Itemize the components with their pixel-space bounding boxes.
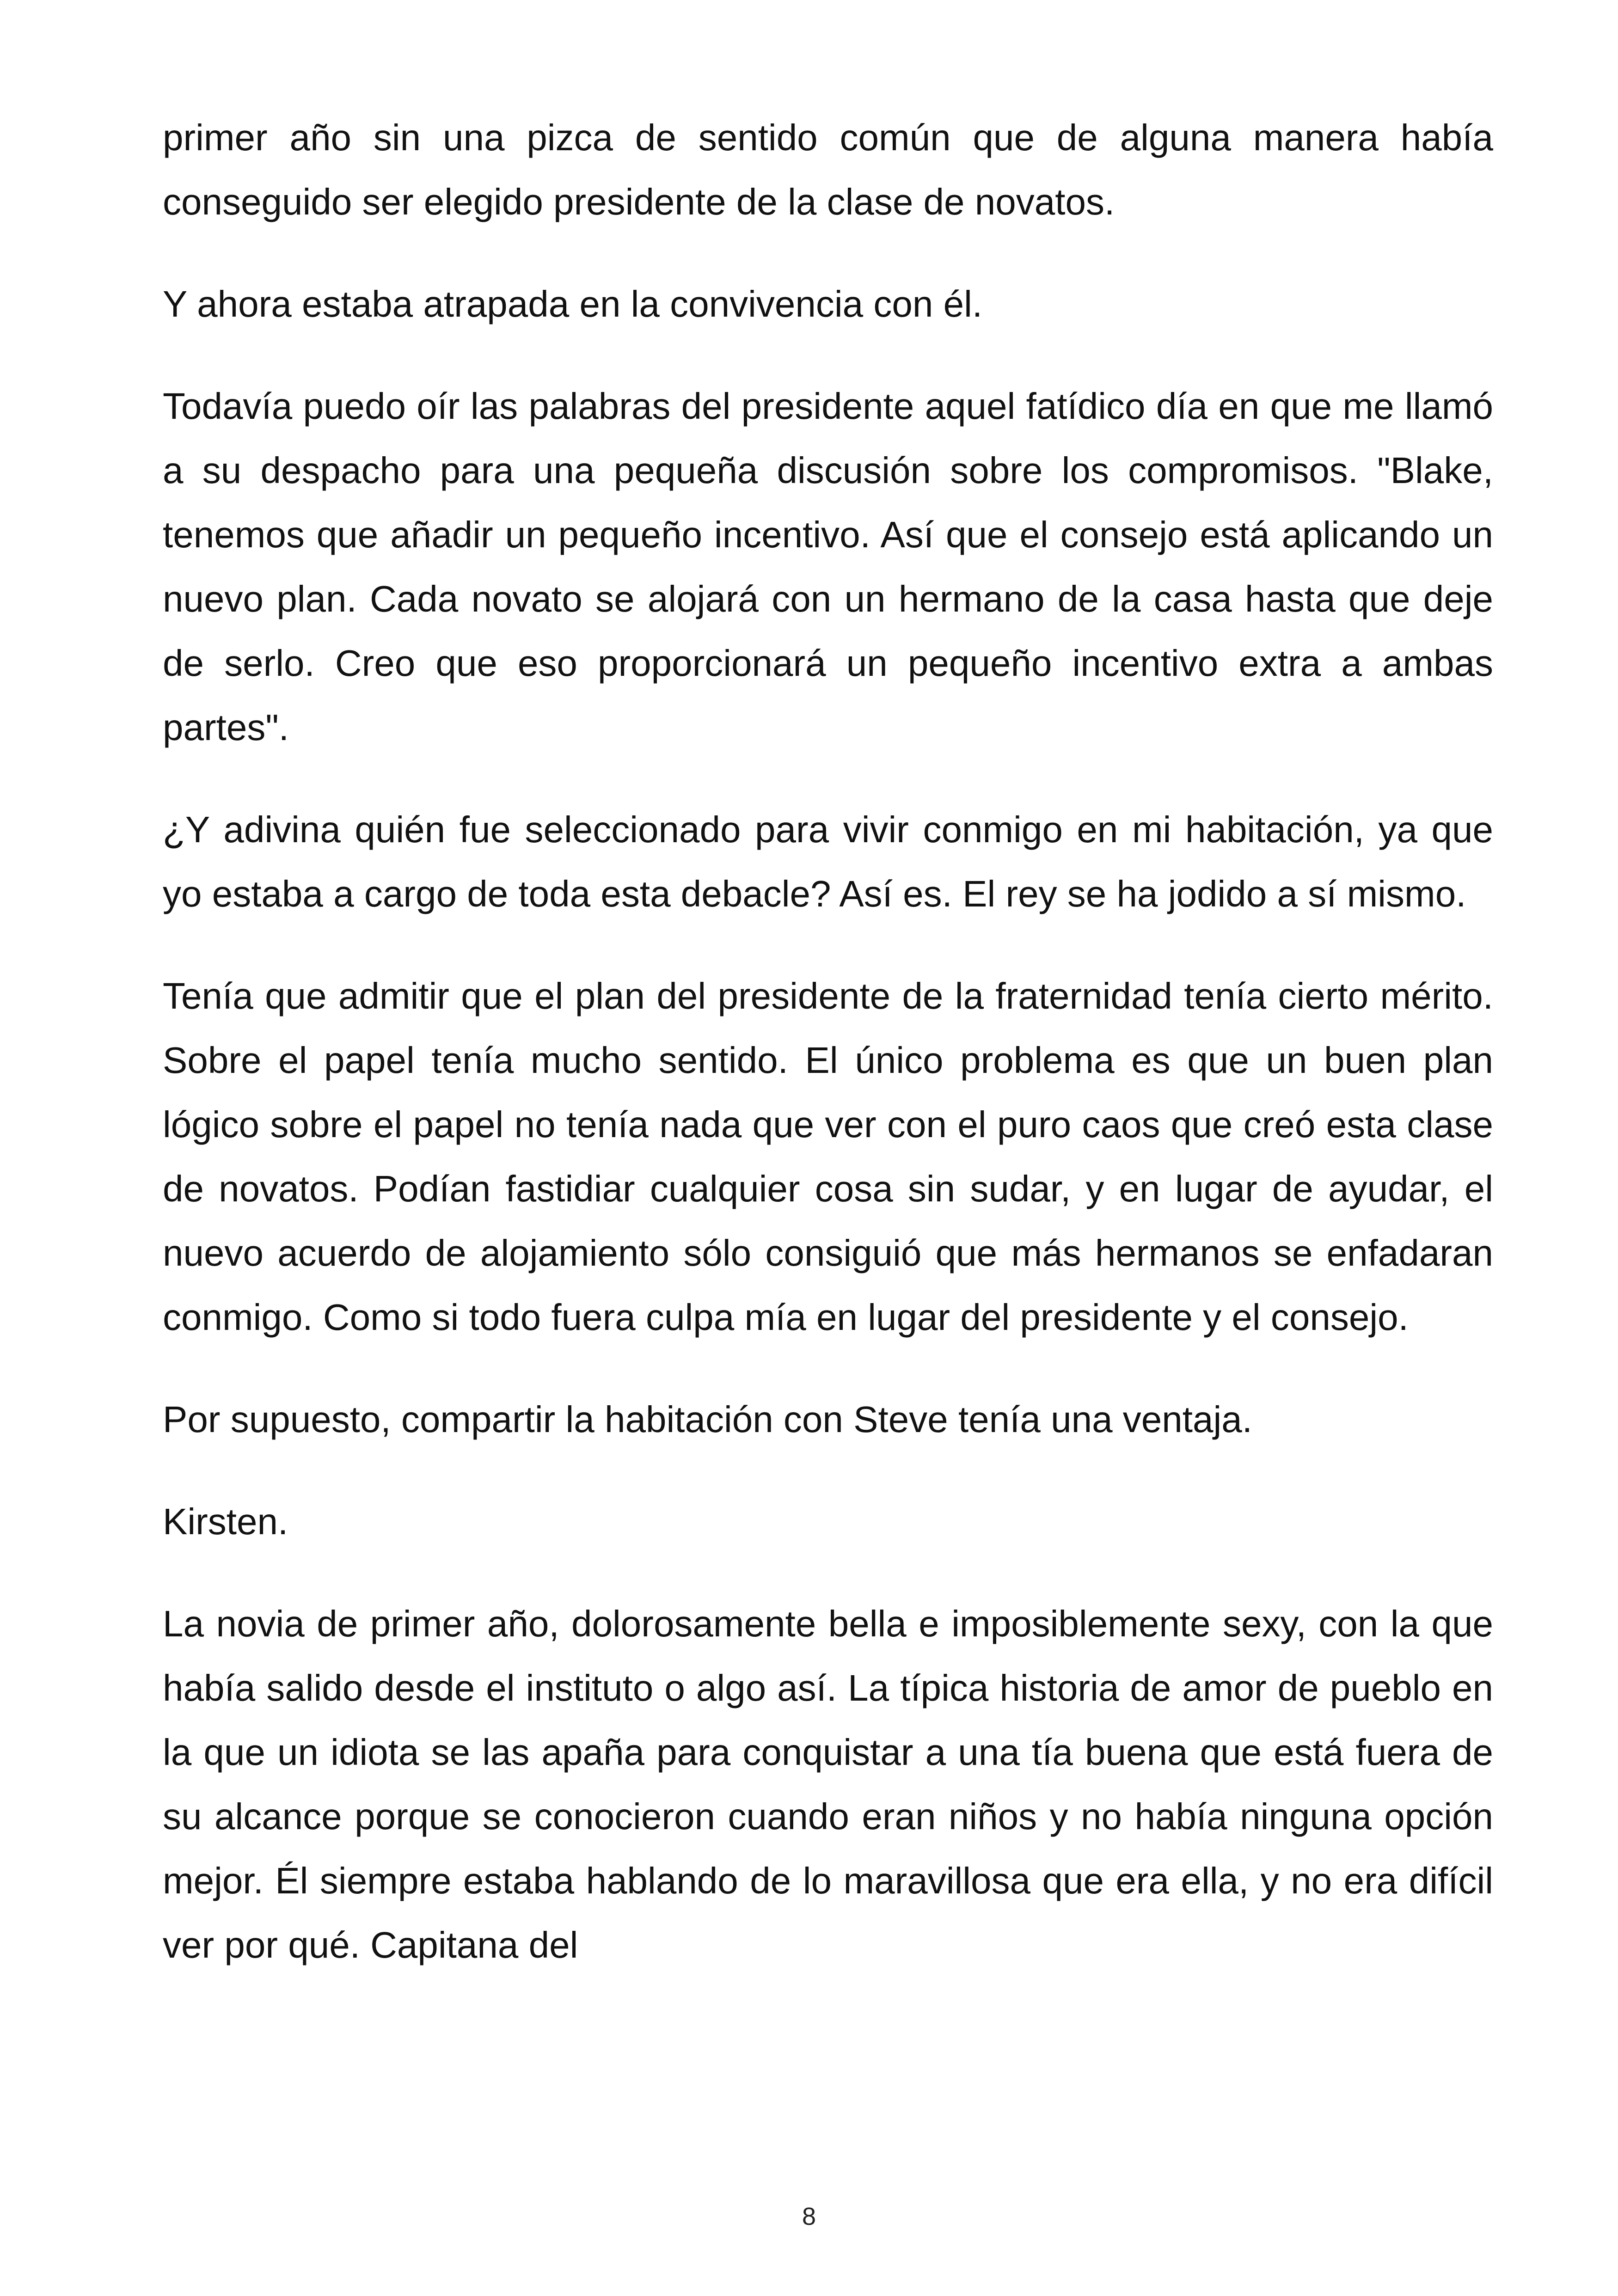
- body-text: [163, 105, 1493, 1977]
- paragraph-5: Tenía que admitir que el plan del presidente de la fraternidad tenía cierto mérito. Sobre el papel tenía mucho sentido. El único problema es que un buen plan lógico sobre el papel no tenía nada que ver con el puro caos que creó esta clase de novatos. Podían fastidiar cualquier cosa sin sudar, y en lugar de ayudar, el nuevo acuerdo de alojamiento sólo consiguió que más hermanos se enfadaran conmigo. Como si todo fuera culpa mía en lugar del presidente y el consejo.: [163, 975, 1493, 1338]
- paragraph-3: Todavía puedo oír las palabras del presidente aquel fatídico día en que me llamó a su despacho para una pequeña discusión sobre los compromisos. "Blake, tenemos que añadir un pequeño incentivo. Así que el consejo está aplicando un nuevo plan. Cada novato se alojará con un hermano de la casa hasta que deje de serlo. Creo que eso proporcionará un pequeño incentivo extra a ambas partes".: [163, 386, 1493, 748]
- paragraph-2: Y ahora estaba atrapada en la convivencia con él.: [163, 283, 983, 325]
- paragraph-1: primer año sin una pizca de sentido común que de alguna manera había conseguido ser elegido presidente de la clase de novatos.: [163, 117, 1493, 222]
- paragraph-6: Por supuesto, compartir la habitación con Steve tenía una ventaja.: [163, 1399, 1252, 1440]
- paragraph-8: La novia de primer año, dolorosamente bella e imposiblemente sexy, con la que había salido desde el instituto o algo así. La típica historia de amor de pueblo en la que un idiota se las apaña para conquistar a una tía buena que está fuera de su alcance porque se conocieron cuando eran niños y no había ninguna opción mejor. Él siempre estaba hablando de lo maravillosa que era ella, y no era difícil ver por qué. Capitana del: [163, 1603, 1493, 1965]
- paragraph-4: ¿Y adivina quién fue seleccionado para vivir conmigo en mi habitación, ya que yo estaba a cargo de toda esta debacle? Así es. El rey se ha jodido a sí mismo.: [163, 809, 1493, 914]
- paragraph-7: Kirsten.: [163, 1501, 288, 1542]
- page-number: 8: [802, 2203, 816, 2230]
